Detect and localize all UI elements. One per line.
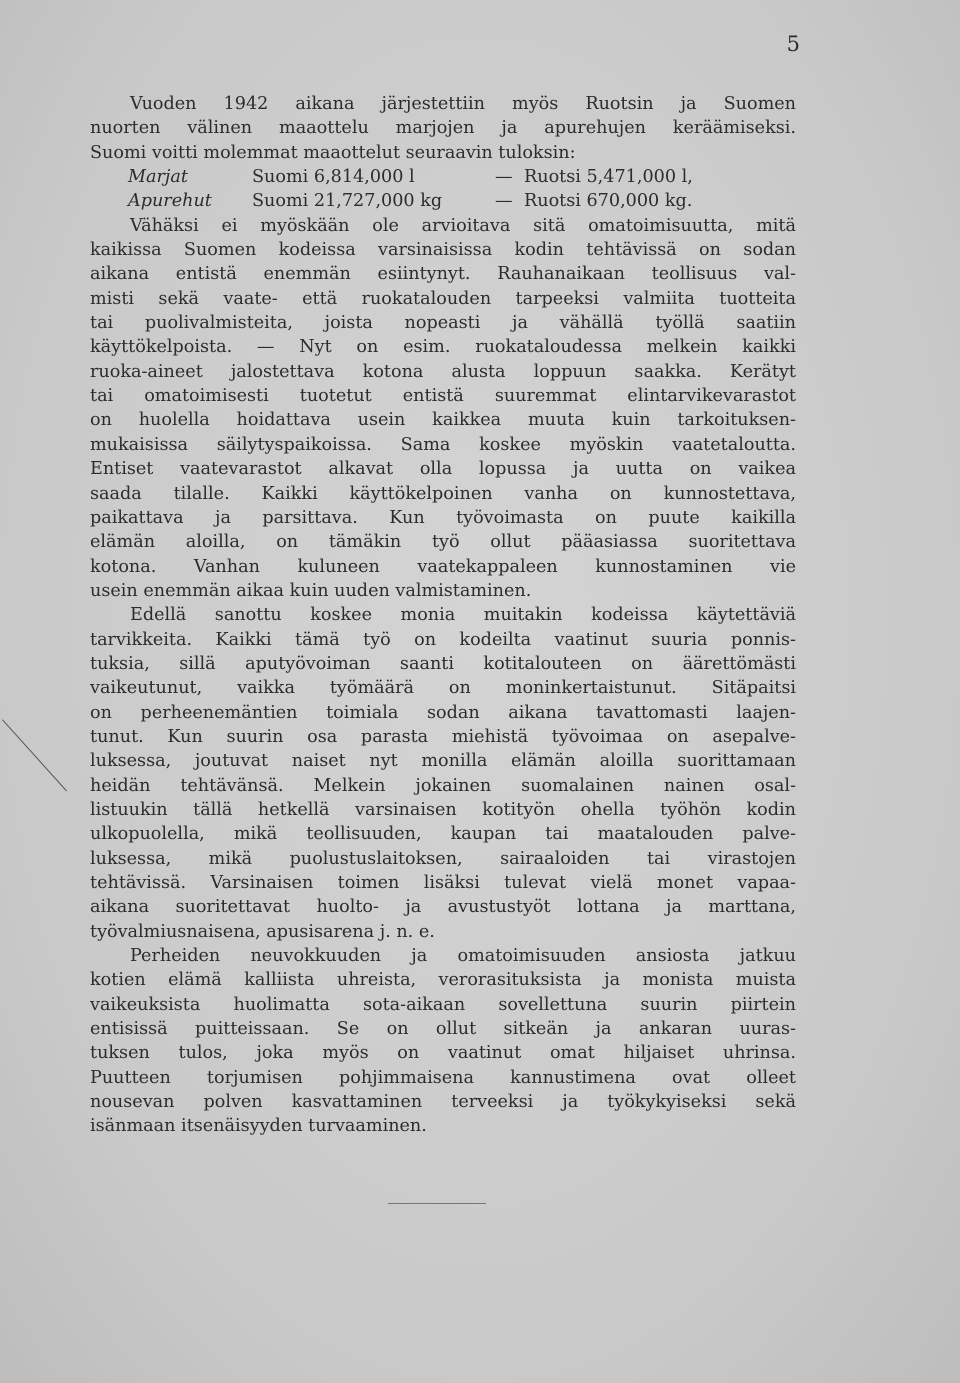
text-line: tai omatoimisesti tuotetut entistä suuremmat elintarvikevarastot: [90, 386, 796, 407]
article-text: [90, 92, 796, 1139]
text-line: Vuoden 1942 aikana järjestettiin myös Ruotsin ja Suomen: [130, 94, 796, 114]
text-line: luksessa, mikä puolustuslaitoksen, sairaaloiden tai virastojen: [90, 848, 796, 869]
text-line: kotona. Vanhan kuluneen vaatekappaleen kunnostaminen vie: [90, 556, 796, 577]
page-number: 5: [786, 32, 800, 56]
text-line: vaikeutunut, vaikka työmäärä on moninkertaistunut. Sitäpaitsi: [90, 678, 796, 699]
text-line: Suomi voitti molemmat maaottelut seuraavin tuloksin:: [90, 142, 576, 163]
text-line: elämän aloilla, on tämäkin työ ollut pääasiassa suoritettava: [90, 532, 796, 553]
result-finland: Suomi 6,814,000 l: [252, 167, 415, 188]
text-line: tunut. Kun suurin osa parasta miehistä työvoimaa on asepalve-: [90, 726, 796, 747]
result-row-berries: [90, 165, 796, 189]
text-line: ulkopuolella, mikä teollisuuden, kaupan tai maatalouden palve-: [90, 824, 796, 845]
result-sweden: Ruotsi 670,000 kg.: [524, 191, 693, 212]
text-line: kaikissa Suomen kodeissa varsinaisissa kodin tehtävissä on sodan: [90, 240, 796, 261]
text-line: käyttökelpoista. — Nyt on esim. ruokataloudessa melkein kaikki: [90, 337, 796, 358]
margin-pencil-mark: [2, 719, 67, 791]
text-line: on perheenemäntien toimiala sodan aikana tavattomasti laajen-: [90, 702, 796, 723]
result-finland: Suomi 21,727,000 kg: [252, 191, 443, 212]
text-line: vaikeuksista huolimatta sota-aikaan sovellettuna suurin piirtein: [90, 994, 796, 1015]
text-line: misti sekä vaate- että ruokatalouden tarpeeksi valmiita tuotteita: [90, 288, 796, 309]
text-line: työvalmiusnaisena, apusisarena j. n. e.: [90, 921, 435, 942]
text-line: luksessa, joutuvat naiset nyt monilla elämän aloilla suorittamaan: [90, 751, 796, 772]
text-line: usein enemmän aikaa kuin uuden valmistaminen.: [90, 580, 532, 601]
text-line: Puutteen torjumisen pohjimmaisena kannustimena ovat olleet: [90, 1067, 796, 1088]
result-row-fodder: [90, 189, 796, 213]
text-line: aikana entistä enemmän esiintynyt. Rauhanaikaan teollisuus val-: [90, 264, 796, 285]
result-sweden: Ruotsi 5,471,000 l,: [524, 167, 693, 188]
text-line: paikattava ja parsittava. Kun työvoimasta on puute kaikilla: [90, 507, 796, 528]
text-line: nuorten välinen maaottelu marjojen ja apurehujen keräämiseksi.: [90, 118, 796, 139]
text-line: isänmaan itsenäisyyden turvaaminen.: [90, 1116, 427, 1137]
text-line: listuukin tällä hetkellä varsinaisen kotityön ohella työhön kodin: [90, 799, 796, 820]
text-line: Entiset vaatevarastot alkavat olla lopussa ja uutta on vaikea: [90, 459, 796, 480]
text-line: tai puolivalmisteita, joista nopeasti ja vähällä työllä saatiin: [90, 313, 796, 334]
text-line: entisissä puitteissaan. Se on ollut sitkeän ja ankaran uuras-: [90, 1019, 796, 1040]
text-line: saada tilalle. Kaikki käyttökelpoinen vanha on kunnostettava,: [90, 483, 796, 504]
text-line: kotien elämä kalliista uhreista, verorasituksista ja monista muista: [90, 970, 796, 991]
text-line: tehtävissä. Varsinaisen toimen lisäksi tulevat vielä monet vapaa-: [90, 873, 796, 893]
text-line: Edellä sanottu koskee monia muitakin kodeissa käytettäviä: [130, 605, 796, 626]
result-category: Marjat: [128, 167, 188, 188]
result-category: Apurehut: [128, 191, 212, 212]
text-line: aikana suoritettavat huolto- ja avustustyöt lottana ja marttana,: [90, 897, 796, 918]
text-line: ruoka-aineet jalostettava kotona alusta loppuun saakka. Kerätyt: [90, 361, 796, 382]
text-line: tuksia, sillä aputyövoiman saanti kotitalouteen on äärettömästi: [90, 653, 796, 674]
result-dash: —: [495, 191, 513, 212]
text-line: mukaisissa säilytyspaikoissa. Sama koskee myöskin vaatetaloutta.: [90, 434, 796, 455]
separator-rule: [388, 1203, 486, 1204]
text-line: Perheiden neuvokkuuden ja omatoimisuuden ansiosta jatkuu: [130, 946, 796, 967]
text-line: heidän tehtävänsä. Melkein jokainen suomalainen nainen osal-: [90, 775, 796, 796]
text-line: nousevan polven kasvattaminen terveeksi ja työkykyiseksi sekä: [90, 1092, 796, 1113]
text-line: tarvikkeita. Kaikki tämä työ on kodeilta vaatinut suuria ponnis-: [90, 629, 796, 650]
text-line: Vähäksi ei myöskään ole arvioitava sitä omatoimisuutta, mitä: [130, 215, 796, 236]
result-dash: —: [495, 167, 513, 188]
text-line: tuksen tulos, joka myös on vaatinut omat hiljaiset uhrinsa.: [90, 1043, 796, 1064]
text-line: on huolella hoidattava usein kaikkea muuta kuin tarkoituksen-: [90, 410, 796, 431]
